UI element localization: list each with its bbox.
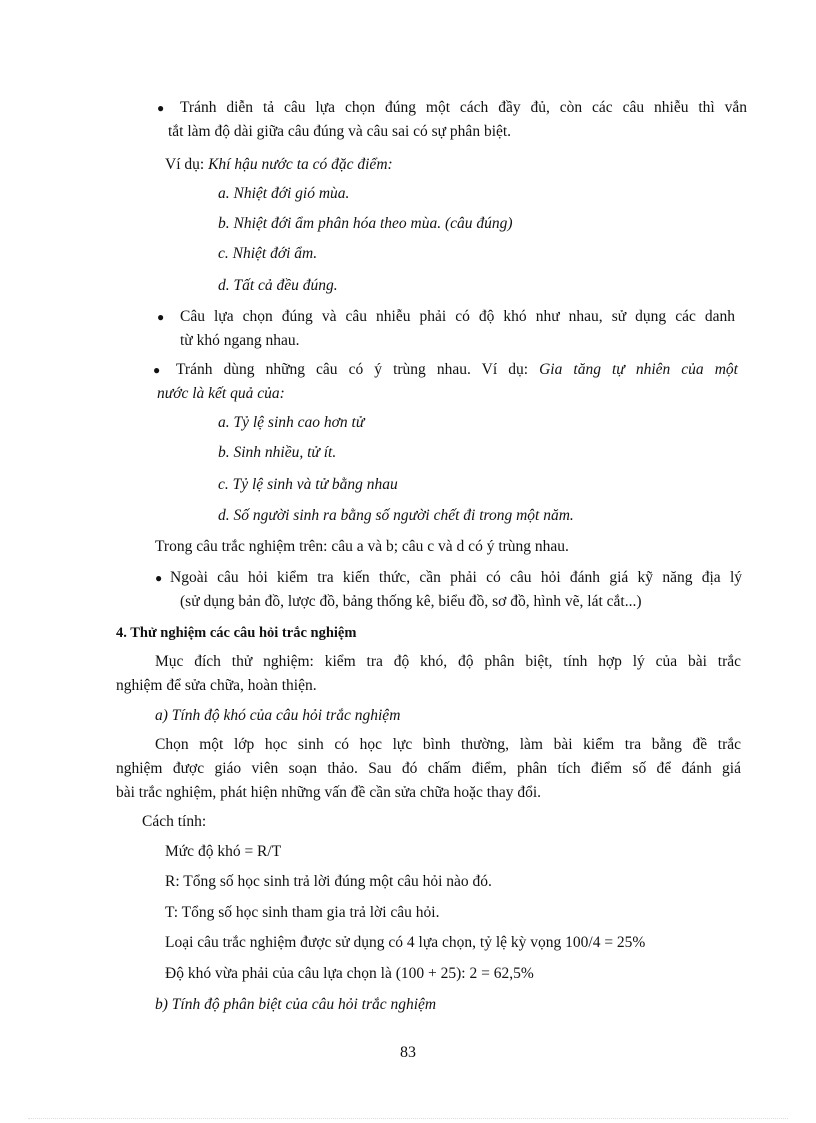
purpose-line-1: Mục đích thử nghiệm: kiểm tra độ khó, độ phân biệt, tính hợp lý của bài trắc	[155, 653, 741, 670]
bullet-icon: ●	[157, 101, 165, 115]
bullet-3-line-2: nước là kết quả của:	[157, 385, 285, 402]
subheading-b: b) Tính độ phân biệt của câu hỏi trắc nghiệm	[155, 996, 437, 1013]
example-2-option-a: a. Tỷ lệ sinh cao hơn tử	[218, 414, 365, 431]
procedure-line-3: bài trắc nghiệm, phát hiện những vấn đề cần sửa chữa hoặc thay đổi.	[116, 784, 542, 801]
example-2-option-b: b. Sinh nhiều, tử ít.	[218, 444, 337, 461]
bullet-2-line-1: Câu lựa chọn đúng và câu nhiễu phải có độ khó như nhau, sử dụng các danh	[180, 308, 735, 325]
expected-ratio: Loại câu trắc nghiệm được sử dụng có 4 lựa chọn, tỷ lệ kỳ vọng 100/4 = 25%	[165, 934, 646, 951]
example-1-option-c: c. Nhiệt đới ẩm.	[218, 245, 318, 262]
bullet-1-line-2: tắt làm độ dài giữa câu đúng và câu sai có sự phân biệt.	[168, 123, 512, 140]
page-number: 83	[400, 1044, 416, 1061]
moderate-difficulty: Độ khó vừa phải của câu lựa chọn là (100 + 25): 2 = 62,5%	[165, 965, 534, 982]
example-2-option-d: d. Số người sinh ra bằng số người chết đi trong một năm.	[218, 507, 574, 524]
page-bottom-divider	[28, 1118, 788, 1119]
bullet-1-line-1: Tránh diễn tả câu lựa chọn đúng một cách đầy đủ, còn các câu nhiễu thì vắn	[180, 99, 747, 116]
example-2-option-c: c. Tỷ lệ sinh và tử bằng nhau	[218, 476, 398, 493]
bullet-3-line-1: Tránh dùng những câu có ý trùng nhau. Ví dụ: Gia tăng tự nhiên của một	[176, 361, 738, 378]
definition-r: R: Tổng số học sinh trả lời đúng một câu hỏi nào đó.	[165, 873, 492, 890]
procedure-line-1: Chọn một lớp học sinh có học lực bình thường, làm bài kiểm tra bằng đề trắc	[155, 736, 741, 753]
example-1-option-d: d. Tất cả đều đúng.	[218, 277, 338, 294]
calc-label: Cách tính:	[142, 813, 207, 830]
bullet-4-line-2: (sử dụng bản đồ, lược đồ, bảng thống kê, biểu đồ, sơ đồ, hình vẽ, lát cắt...)	[180, 593, 642, 610]
subheading-a: a) Tính độ khó của câu hỏi trắc nghiệm	[155, 707, 401, 724]
bullet-icon: ●	[153, 363, 161, 377]
example-1-option-b: b. Nhiệt đới ẩm phân hóa theo mùa. (câu đúng)	[218, 215, 513, 232]
section-heading: 4. Thử nghiệm các câu hỏi trắc nghiệm	[116, 625, 357, 641]
bullet-2-line-2: từ khó ngang nhau.	[180, 332, 300, 349]
bullet-icon: ●	[157, 310, 165, 324]
definition-t: T: Tổng số học sinh tham gia trả lời câu hỏi.	[165, 904, 440, 921]
difficulty-formula: Mức độ khó = R/T	[165, 843, 282, 860]
bullet-4-line-1: Ngoài câu hỏi kiểm tra kiến thức, cần phải có câu hỏi đánh giá kỹ năng địa lý	[170, 569, 742, 586]
example-2-note: Trong câu trắc nghiệm trên: câu a và b; câu c và d có ý trùng nhau.	[155, 538, 569, 555]
purpose-line-2: nghiệm để sửa chữa, hoàn thiện.	[116, 677, 317, 694]
example-1-question: Ví dụ: Khí hậu nước ta có đặc điểm:	[165, 156, 393, 173]
bullet-icon: ●	[155, 571, 163, 585]
procedure-line-2: nghiệm được giáo viên soạn thảo. Sau đó chấm điểm, phân tích điểm số để đánh giá	[116, 760, 741, 777]
example-1-option-a: a. Nhiệt đới gió mùa.	[218, 185, 350, 202]
